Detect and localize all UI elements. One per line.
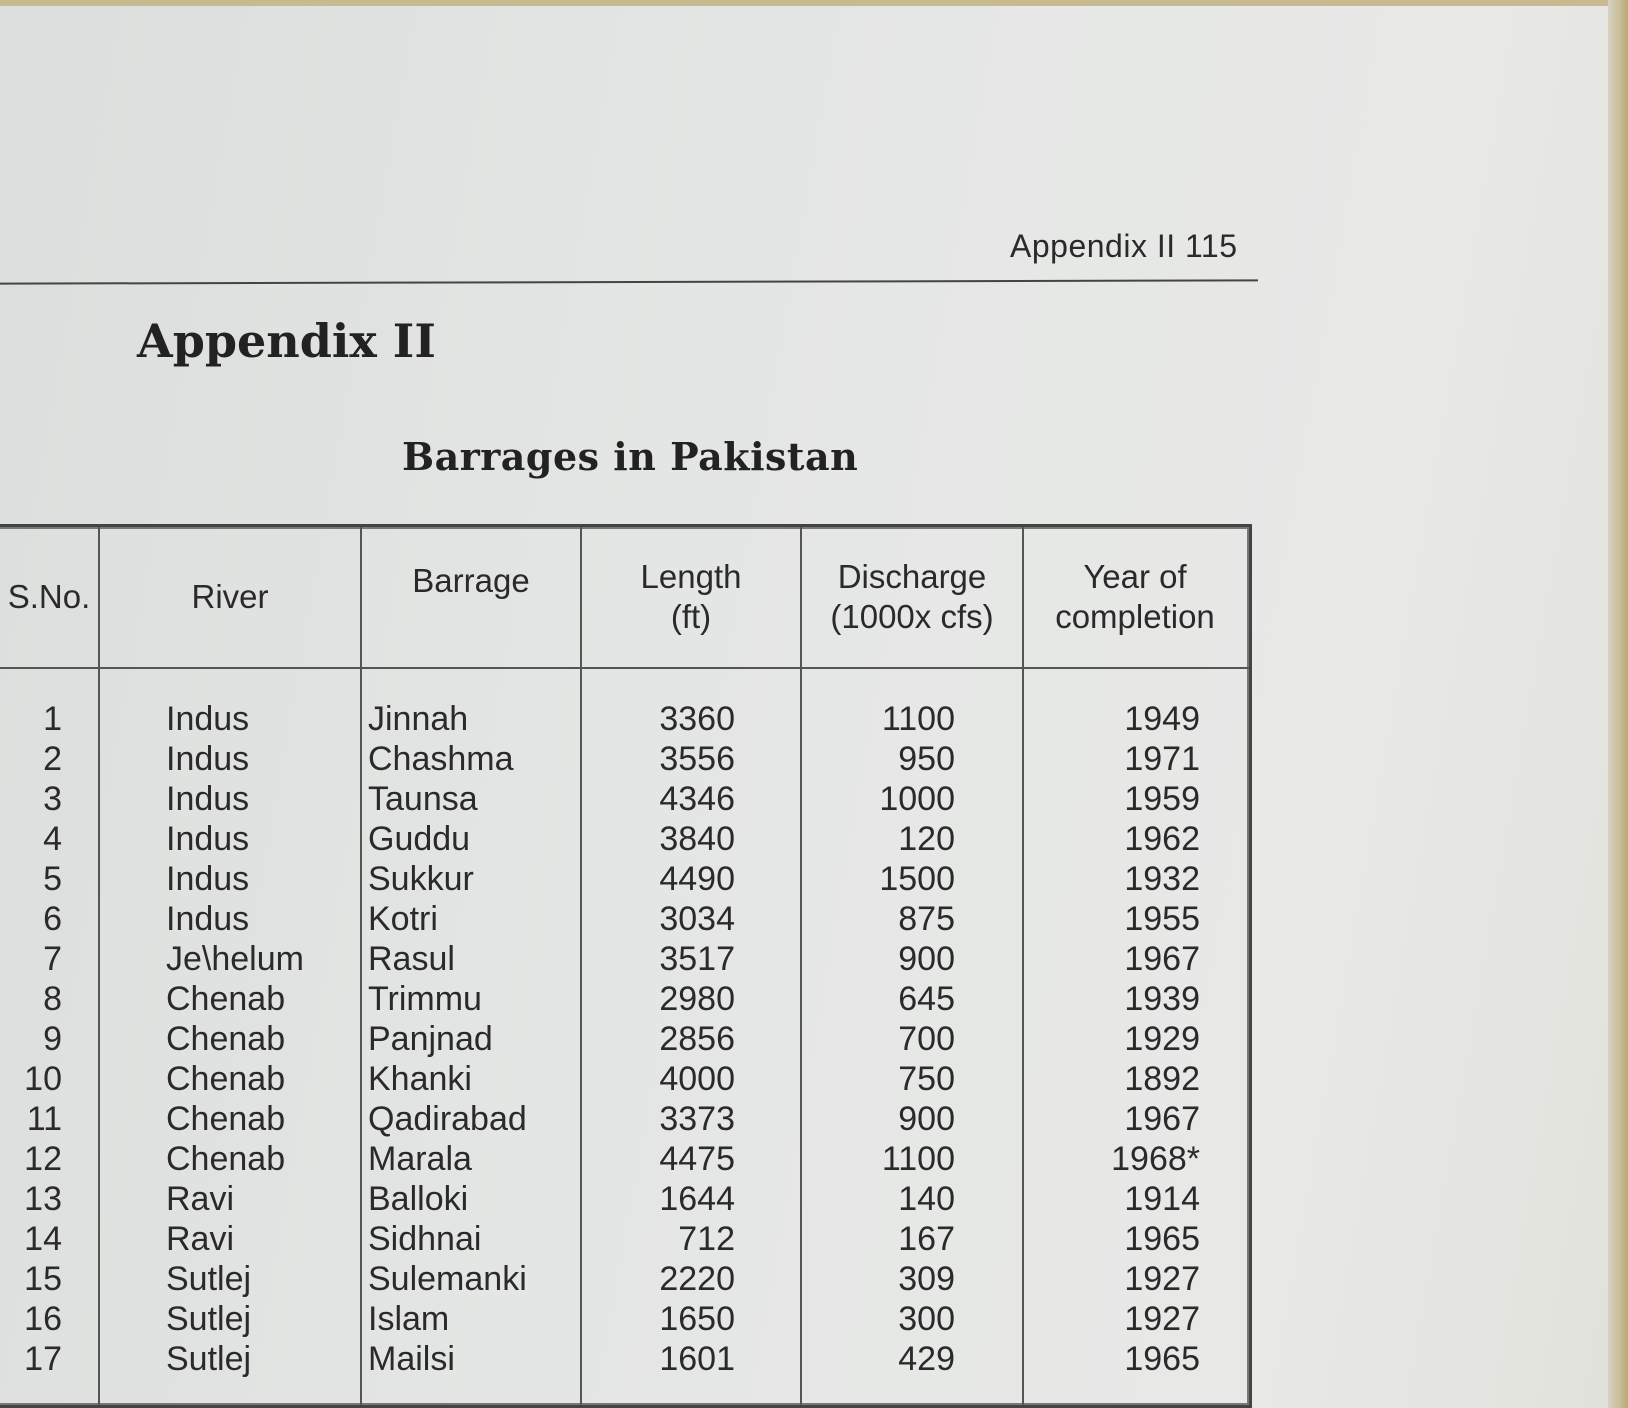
appendix-title: Appendix II [137,314,436,368]
cell-river: Indus [166,780,250,818]
cell-discharge: 900 [898,1100,955,1138]
cell-sno: 11 [26,1100,62,1138]
table-row [0,739,1249,779]
cell-river: Sutlej [166,1340,252,1378]
table-row [0,779,1249,819]
cell-year: 1927 [1124,1300,1200,1338]
cell-barrage: Chashma [368,740,514,778]
barrages-table [0,524,1252,1408]
table-title: Barrages in Pakistan [402,434,859,479]
cell-river: Indus [166,860,250,898]
cell-barrage: Guddu [368,820,471,858]
cell-length: 4346 [659,780,735,818]
cell-barrage: Panjnad [368,1020,493,1058]
header-year-line2: completion [1055,598,1215,635]
cell-sno: 5 [43,860,62,898]
cell-river: Chenab [166,1100,286,1138]
cell-length: 4000 [659,1060,735,1098]
cell-year: 1927 [1124,1260,1200,1298]
cell-year: 1965 [1124,1220,1200,1258]
table-row [0,1019,1249,1059]
cell-river: Sutlej [166,1260,252,1298]
cell-year: 1959 [1124,780,1200,818]
cell-sno: 15 [24,1260,62,1298]
cell-discharge: 429 [898,1340,955,1378]
cell-length: 712 [678,1220,735,1258]
cell-sno: 2 [43,740,62,778]
cell-year: 1914 [1124,1180,1200,1218]
cell-river: Chenab [166,980,286,1018]
header-length-line2: (ft) [670,598,712,635]
cell-barrage: Jinnah [368,700,469,738]
header-discharge-line1: Discharge [837,558,987,595]
cell-sno: 4 [43,820,62,858]
header-year-line1: Year of [1083,558,1187,595]
table-row [0,899,1249,939]
cell-river: Ravi [166,1220,235,1258]
table-row [0,1099,1249,1139]
cell-river: Je\helum [166,940,304,978]
table-row [0,1339,1249,1379]
cell-year: 1892 [1124,1060,1200,1098]
header-barrage-label: Barrage [412,562,530,599]
cell-discharge: 1100 [881,700,955,738]
cell-barrage: Islam [368,1300,450,1338]
cell-discharge: 900 [898,940,955,978]
header-sno-label: S.No. [7,578,91,615]
cell-sno: 3 [43,780,62,818]
cell-river: Indus [166,740,250,778]
cell-discharge: 1000 [879,780,955,818]
cell-river: Indus [166,820,250,858]
cell-discharge: 309 [898,1260,955,1298]
cell-length: 1601 [659,1340,735,1378]
cell-sno: 12 [24,1140,62,1178]
cell-river: Sutlej [166,1300,252,1338]
cell-river: Indus [166,900,250,938]
table-row [0,819,1249,859]
book-page [0,6,1608,1408]
cell-barrage: Taunsa [368,780,478,818]
cell-barrage: Trimmu [368,980,482,1018]
cell-barrage: Mailsi [368,1340,455,1378]
cell-sno: 13 [24,1180,62,1218]
cell-discharge: 1100 [881,1140,955,1178]
table-row [0,699,1249,739]
page-edge [1608,0,1628,1408]
cell-year: 1932 [1124,860,1200,898]
cell-river: Indus [166,700,250,738]
cell-discharge: 950 [898,740,955,778]
cell-length: 4490 [659,860,735,898]
cell-discharge: 875 [898,900,955,938]
table-row [0,1139,1249,1179]
cell-barrage: Balloki [368,1180,469,1218]
table-row [0,1299,1249,1339]
header-rule [0,279,1258,284]
cell-sno: 7 [43,940,62,978]
cell-discharge: 167 [898,1220,955,1258]
cell-year: 1971 [1124,740,1200,778]
cell-sno: 10 [24,1060,62,1098]
cell-discharge: 140 [898,1180,955,1218]
cell-sno: 14 [24,1220,62,1258]
cell-discharge: 120 [898,820,955,858]
cell-year: 1965 [1124,1340,1200,1378]
cell-river: Ravi [166,1180,235,1218]
cell-length: 3360 [659,700,735,738]
cell-year: 1962 [1124,820,1200,858]
cell-length: 3373 [659,1100,735,1138]
cell-discharge: 300 [898,1300,955,1338]
cell-sno: 16 [24,1300,62,1338]
header-length-line1: Length [640,558,742,595]
cell-sno: 8 [43,980,62,1018]
table-row [0,1219,1249,1259]
cell-year: 1968* [1111,1140,1200,1178]
cell-length: 2856 [659,1020,735,1058]
cell-sno: 1 [43,700,62,738]
header-year [1024,527,1246,667]
header-river-label: River [191,578,269,615]
table-row [0,979,1249,1019]
cell-sno: 6 [43,900,62,938]
header-discharge-line2: (1000x cfs) [830,598,994,635]
table-row [0,939,1249,979]
header-discharge [802,527,1022,667]
header-barrage [362,527,580,667]
table-row [0,1179,1249,1219]
cell-length: 2220 [659,1260,735,1298]
table-header-row [0,527,1249,669]
cell-discharge: 645 [898,980,955,1018]
cell-barrage: Rasul [368,940,455,978]
cell-barrage: Sidhnai [368,1220,482,1258]
cell-barrage: Marala [368,1140,472,1178]
cell-barrage: Khanki [368,1060,472,1098]
cell-barrage: Kotri [368,900,438,938]
cell-year: 1955 [1124,900,1200,938]
header-sno [0,527,98,667]
cell-length: 3034 [659,900,735,938]
table-row [0,1259,1249,1299]
cell-barrage: Qadirabad [368,1100,527,1138]
running-head: Appendix II 115 [1010,228,1238,264]
cell-river: Chenab [166,1140,286,1178]
cell-year: 1949 [1124,700,1200,738]
cell-length: 1644 [659,1180,735,1218]
cell-year: 1967 [1124,1100,1200,1138]
cell-year: 1929 [1124,1020,1200,1058]
header-river [100,527,360,667]
cell-discharge: 700 [898,1020,955,1058]
cell-river: Chenab [166,1060,286,1098]
table-row [0,1059,1249,1099]
cell-length: 1650 [659,1300,735,1338]
cell-year: 1967 [1124,940,1200,978]
cell-length: 3556 [659,740,735,778]
cell-sno: 17 [24,1340,62,1378]
cell-discharge: 1500 [879,860,955,898]
cell-barrage: Sulemanki [368,1260,527,1298]
cell-discharge: 750 [898,1060,955,1098]
table-row [0,859,1249,899]
cell-barrage: Sukkur [368,860,474,898]
header-length [582,527,800,667]
cell-length: 4475 [659,1140,735,1178]
cell-sno: 9 [43,1020,62,1058]
cell-length: 3840 [659,820,735,858]
cell-length: 2980 [659,980,735,1018]
cell-length: 3517 [659,940,735,978]
cell-year: 1939 [1124,980,1200,1018]
cell-river: Chenab [166,1020,286,1058]
